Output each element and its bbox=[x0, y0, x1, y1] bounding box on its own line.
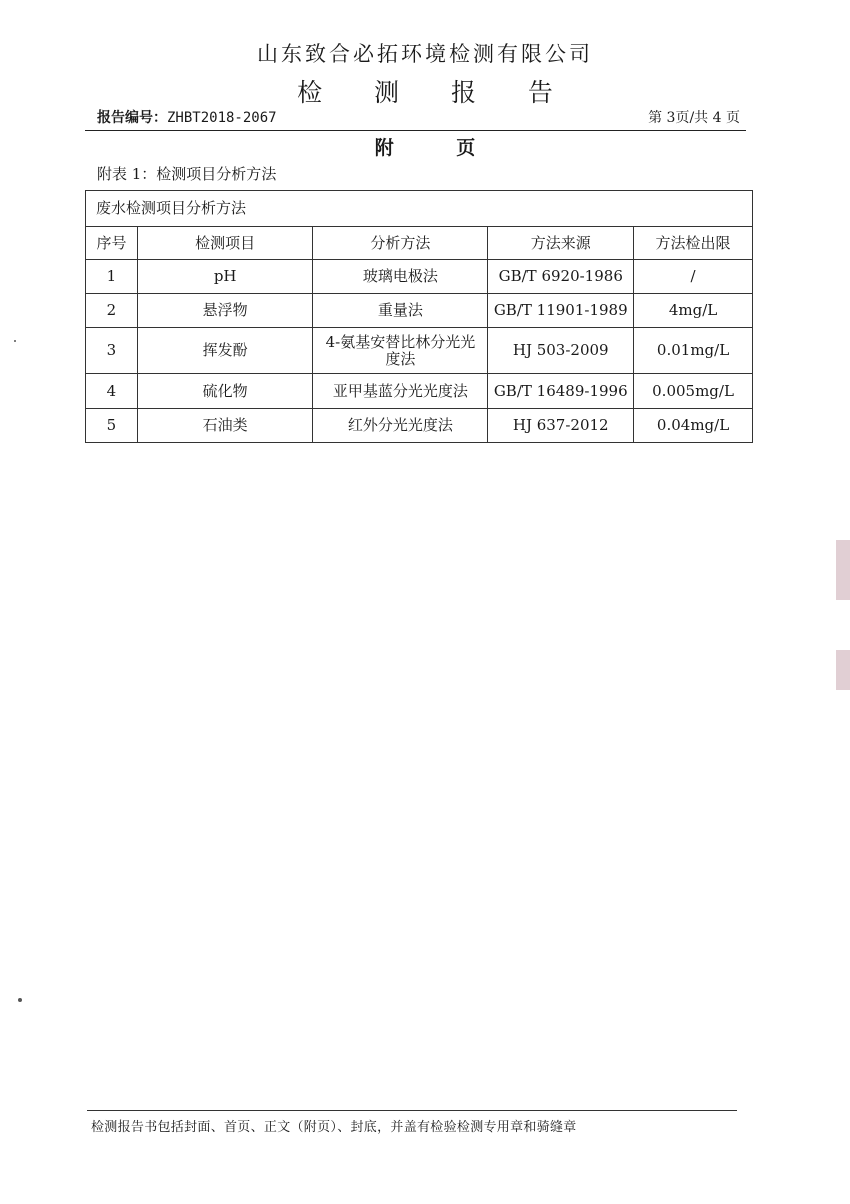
cell-item: 石油类 bbox=[137, 409, 313, 443]
header-divider bbox=[85, 130, 746, 131]
table-caption: 附表 1：检测项目分析方法 bbox=[97, 165, 277, 183]
scan-speck bbox=[14, 340, 16, 342]
report-number bbox=[97, 107, 277, 127]
table-row bbox=[86, 328, 753, 374]
cell-item: 悬浮物 bbox=[137, 294, 313, 328]
cell-method: 重量法 bbox=[313, 294, 488, 328]
cell-source: GB/T 11901-1989 bbox=[488, 294, 634, 328]
column-header-limit: 方法检出限 bbox=[634, 227, 753, 260]
column-header-no: 序号 bbox=[86, 227, 138, 260]
table-header-row bbox=[86, 227, 753, 260]
scan-speck bbox=[18, 998, 22, 1002]
cell-item: 硫化物 bbox=[137, 374, 313, 409]
footer-divider bbox=[87, 1110, 737, 1111]
cell-method-text: 4-氨基安替比林分光光度法 bbox=[325, 332, 476, 368]
cell-item: pH bbox=[137, 260, 313, 294]
table-row bbox=[86, 260, 753, 294]
cell-no: 2 bbox=[86, 294, 138, 328]
cell-limit: 0.01mg/L bbox=[634, 328, 753, 374]
cell-limit: / bbox=[634, 260, 753, 294]
seam-stamp-edge bbox=[836, 650, 850, 690]
footer-note: 检测报告书包括封面、首页、正文（附页）、封底，并盖有检验检测专用章和骑缝章 bbox=[91, 1120, 577, 1135]
cell-source: GB/T 16489-1996 bbox=[488, 374, 634, 409]
table-row bbox=[86, 409, 753, 443]
cell-method: 红外分光光度法 bbox=[313, 409, 488, 443]
report-number-value: ZHBT2018-2067 bbox=[167, 110, 277, 126]
cell-no: 4 bbox=[86, 374, 138, 409]
cell-no: 3 bbox=[86, 328, 138, 374]
table-title-row bbox=[86, 191, 753, 227]
cell-limit: 4mg/L bbox=[634, 294, 753, 328]
cell-method: 玻璃电极法 bbox=[313, 260, 488, 294]
table-title: 废水检测项目分析方法 bbox=[86, 191, 753, 227]
analysis-methods-table bbox=[85, 190, 753, 443]
cell-no: 5 bbox=[86, 409, 138, 443]
cell-limit: 0.005mg/L bbox=[634, 374, 753, 409]
column-header-method: 分析方法 bbox=[313, 227, 488, 260]
table-row bbox=[86, 294, 753, 328]
report-meta-row bbox=[97, 107, 740, 127]
cell-source: GB/T 6920-1986 bbox=[488, 260, 634, 294]
table-row bbox=[86, 374, 753, 409]
column-header-item: 检测项目 bbox=[137, 227, 313, 260]
page-indicator: 第 3页/共 4 页 bbox=[648, 110, 740, 126]
cell-no: 1 bbox=[86, 260, 138, 294]
seam-stamp-edge bbox=[836, 540, 850, 600]
cell-item: 挥发酚 bbox=[137, 328, 313, 374]
report-number-label: 报告编号： bbox=[97, 110, 167, 126]
appendix-heading: 附 页 bbox=[374, 137, 504, 159]
cell-source: HJ 503-2009 bbox=[488, 328, 634, 374]
cell-method bbox=[313, 328, 488, 374]
cell-limit: 0.04mg/L bbox=[634, 409, 753, 443]
report-title: 检 测 报 告 bbox=[297, 78, 575, 107]
cell-source: HJ 637-2012 bbox=[488, 409, 634, 443]
column-header-source: 方法来源 bbox=[488, 227, 634, 260]
cell-method: 亚甲基蓝分光光度法 bbox=[313, 374, 488, 409]
company-name: 山东致合必拓环境检测有限公司 bbox=[257, 42, 593, 66]
